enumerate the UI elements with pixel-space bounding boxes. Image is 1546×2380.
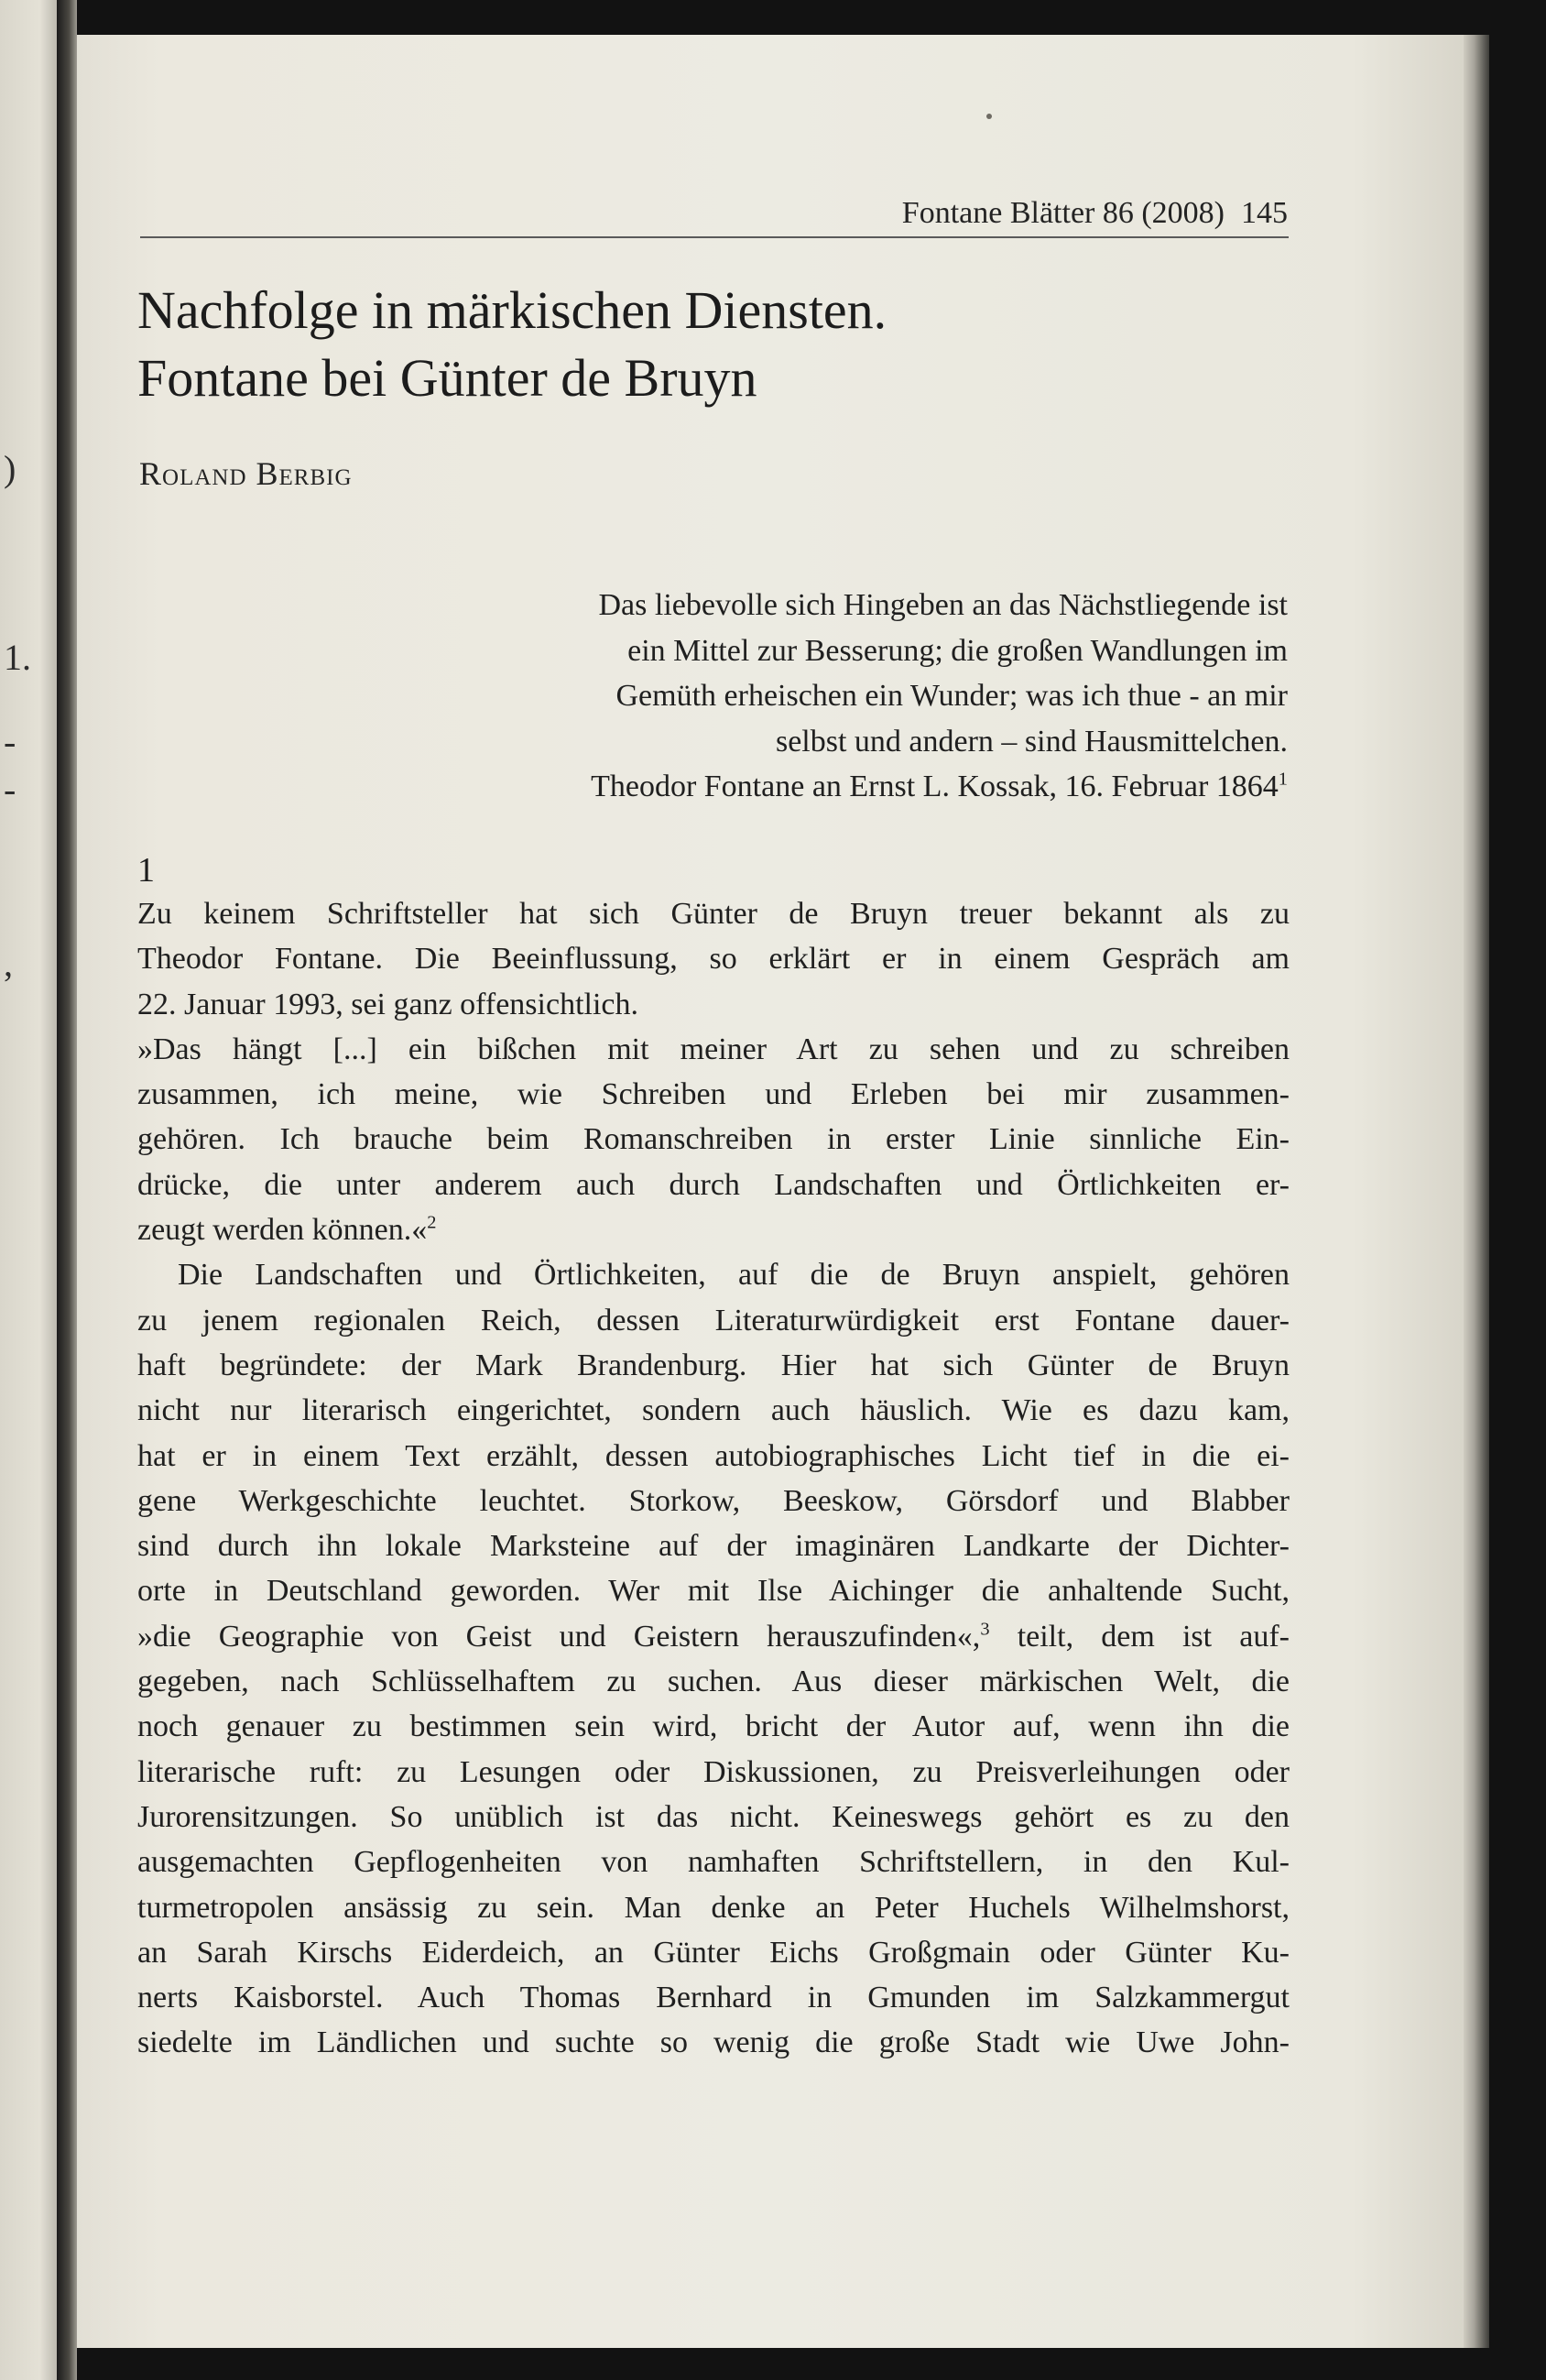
- print-speck: [986, 114, 992, 119]
- quote-line: gehören. Ich brauche beim Romanschreiben in erster Linie sinnliche Ein-: [137, 1122, 1290, 1157]
- text-line-with-footnote: [137, 1614, 1290, 1659]
- title-line: Nachfolge in märkischen Diensten.: [137, 280, 887, 340]
- section-number: 1: [137, 851, 155, 890]
- text-line: 22. Januar 1993, sei ganz offensichtlich.: [137, 987, 639, 1021]
- text-line: Jurorensitzungen. So unüblich ist das nicht. Keineswegs gehört es zu den: [137, 1799, 1290, 1834]
- quote-line: zusammen, ich meine, wie Schreiben und Erleben bei mir zusammen-: [137, 1077, 1290, 1112]
- quote-line: drücke, die unter anderem auch durch Landschaften und Örtlichkeiten er-: [137, 1167, 1290, 1202]
- epigraph-source: [372, 764, 1288, 810]
- quote-line: »Das hängt [...] ein bißchen mit meiner Art zu sehen und zu schreiben: [137, 1032, 1290, 1066]
- text-line: noch genauer zu bestimmen sein wird, bricht der Autor auf, wenn ihn die: [137, 1709, 1290, 1744]
- book-gutter: [57, 0, 77, 2380]
- text-fragment: teilt, dem ist auf-: [989, 1619, 1290, 1654]
- text-line: turmetropolen ansässig zu sein. Man denke an Peter Huchels Wilhelmshorst,: [137, 1890, 1290, 1925]
- epigraph-line: ein Mittel zur Besserung; die großen Wandlungen im: [627, 633, 1288, 668]
- text-line: hat er in einem Text erzählt, dessen autobiographisches Licht tief in die ei-: [137, 1438, 1290, 1473]
- previous-page-fragment: -: [4, 769, 16, 810]
- text-line: an Sarah Kirschs Eiderdeich, an Günter Eichs Großgmain oder Günter Ku-: [137, 1935, 1290, 1970]
- article-title: [137, 277, 1291, 412]
- quote-line-text: zeugt werden können.«: [137, 1213, 428, 1248]
- epigraph-line: Gemüth erheischen ein Wunder; was ich thue - an mir: [615, 679, 1288, 713]
- previous-page-fragment: 1.: [4, 637, 31, 678]
- epigraph-line: Das liebevolle sich Hingeben an das Nächstliegende ist: [598, 588, 1288, 622]
- previous-page-fragment: ,: [4, 943, 13, 984]
- epigraph: [372, 583, 1288, 810]
- text-line: sind durch ihn lokale Marksteine auf der imaginären Landkarte der Dichter-: [137, 1529, 1290, 1564]
- footnote-mark: 2: [427, 1212, 437, 1233]
- text-line: haft begründete: der Mark Brandenburg. Hier hat sich Günter de Bruyn: [137, 1348, 1290, 1382]
- title-line: Fontane bei Günter de Bruyn: [137, 348, 757, 408]
- running-head: [902, 196, 1288, 231]
- journal-reference: Fontane Blätter 86 (2008): [901, 196, 1225, 230]
- text-line: orte in Deutschland geworden. Wer mit Ilse Aichinger die anhaltende Sucht,: [137, 1574, 1290, 1609]
- text-line: nicht nur literarisch eingerichtet, sondern auch häuslich. Wie es dazu kam,: [137, 1393, 1290, 1428]
- text-line: siedelte im Ländlichen und suchte so wenig die große Stadt wie Uwe John-: [137, 2025, 1290, 2060]
- article-body: [137, 891, 1290, 2066]
- text-line: Die Landschaften und Örtlichkeiten, auf die de Bruyn anspielt, gehören: [178, 1258, 1290, 1293]
- header-rule: [140, 236, 1289, 238]
- text-line: ausgemachten Gepflogenheiten von namhaften Schriftstellern, in den Kul-: [137, 1845, 1290, 1880]
- text-line: nerts Kaisborstel. Auch Thomas Bernhard in Gmunden im Salzkammergut: [137, 1981, 1290, 2015]
- previous-page-fragment: -: [4, 721, 16, 762]
- epigraph-source-text: Theodor Fontane an Ernst L. Kossak, 16. Februar 1864: [591, 770, 1279, 803]
- footnote-mark: 1: [1278, 769, 1288, 790]
- text-line: zu jenem regionalen Reich, dessen Literaturwürdigkeit erst Fontane dauer-: [137, 1303, 1290, 1337]
- text-line: gene Werkgeschichte leuchtet. Storkow, Beeskow, Görsdorf und Blabber: [137, 1483, 1290, 1518]
- previous-page-fragment: ): [4, 448, 16, 489]
- text-line: Zu keinem Schriftsteller hat sich Günter de Bruyn treuer bekannt als zu: [137, 897, 1290, 931]
- footnote-mark: 3: [980, 1619, 990, 1640]
- text-line: Theodor Fontane. Die Beeinflussung, so erklärt er in einem Gespräch am: [137, 942, 1290, 977]
- epigraph-line: selbst und andern – sind Hausmittelchen.: [775, 724, 1288, 759]
- page-number: 145: [1241, 196, 1288, 230]
- text-fragment: »die Geographie von Geist und Geistern herauszufinden«,: [137, 1619, 981, 1654]
- quote-line-final: [137, 1207, 1290, 1252]
- previous-page-edge: [0, 0, 57, 2380]
- text-line: gegeben, nach Schlüsselhaftem zu suchen. Aus dieser märkischen Welt, die: [137, 1665, 1290, 1699]
- text-line: literarische ruft: zu Lesungen oder Diskussionen, zu Preisverleihungen oder: [137, 1754, 1290, 1789]
- author-name: Roland Berbig: [139, 455, 353, 492]
- page-right-edge: [1464, 35, 1489, 2348]
